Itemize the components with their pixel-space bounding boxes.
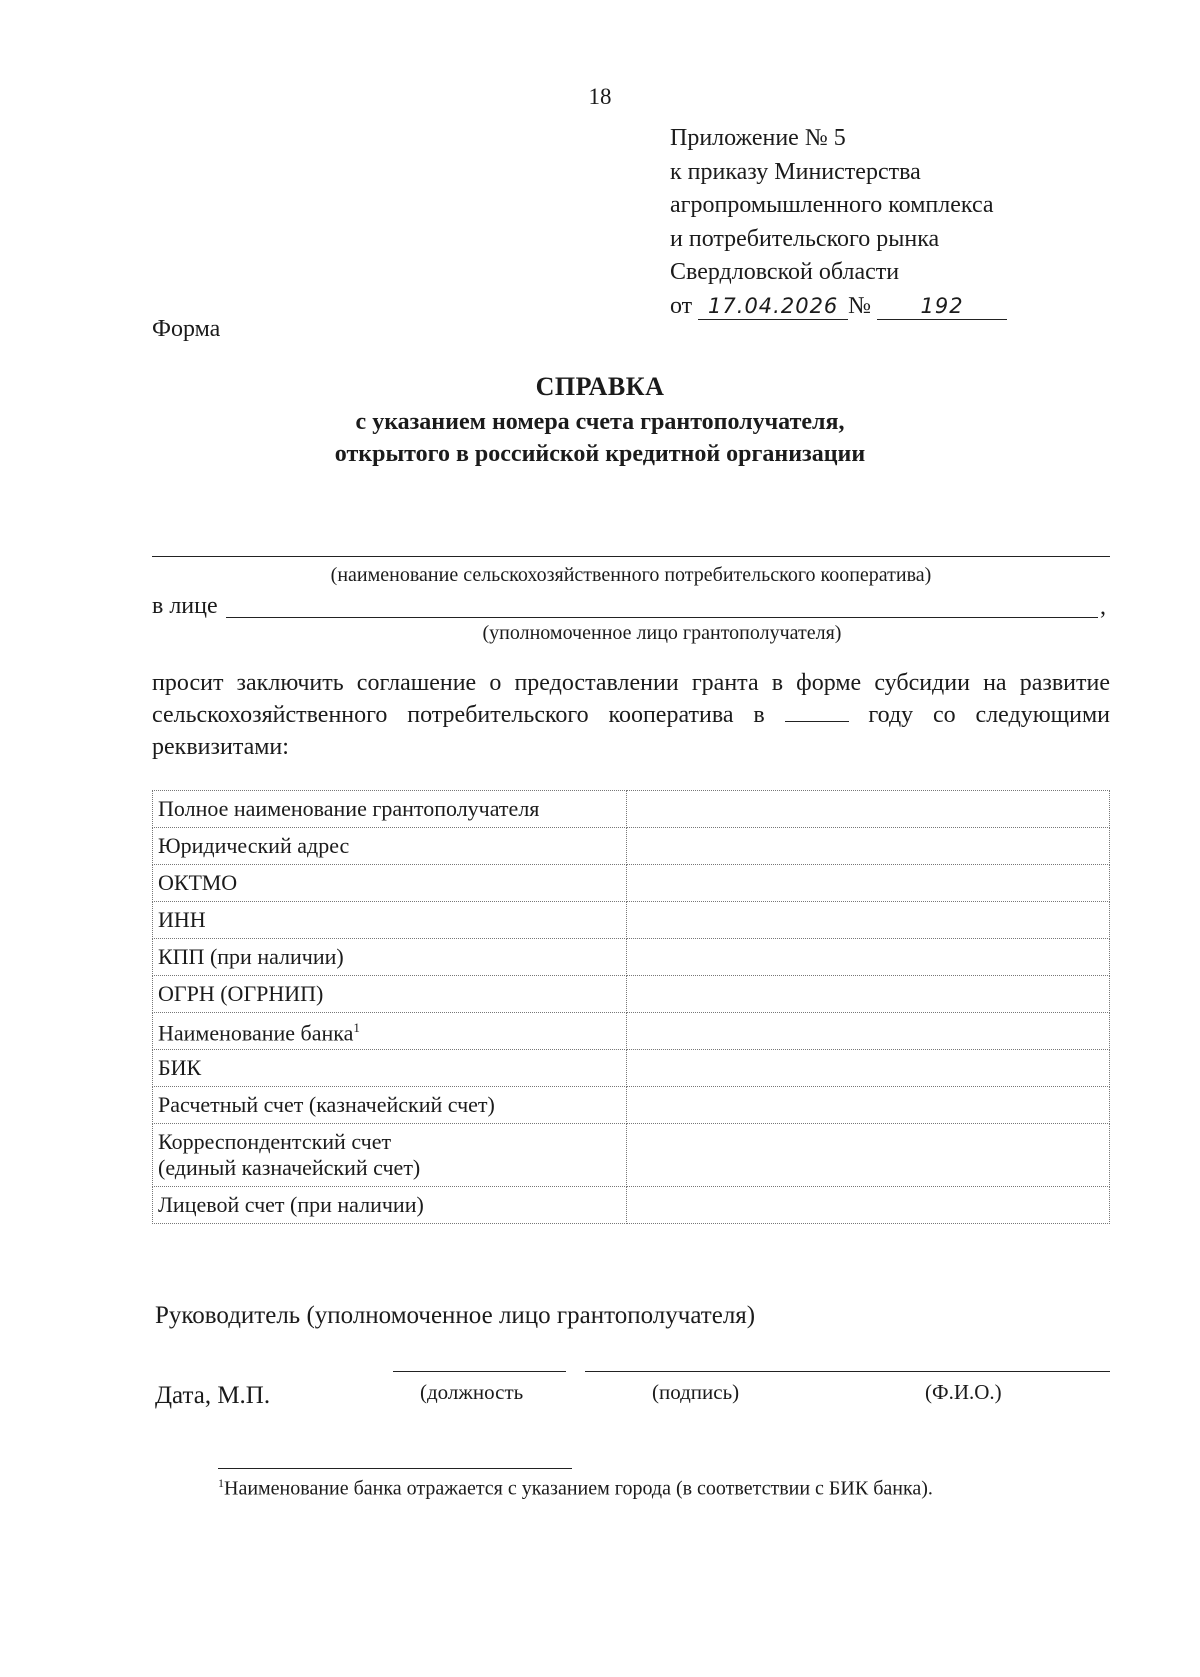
document-subtitle-1: с указанием номера счета грантополучателя, xyxy=(355,409,845,435)
row-value-cell xyxy=(627,1013,1110,1050)
footnote-separator xyxy=(218,1468,572,1469)
row-value-cell xyxy=(627,828,1110,865)
cooperative-name-caption: (наименование сельскохозяйственного потребительского кооператива) xyxy=(330,564,932,586)
handwritten-number: 192 xyxy=(877,293,1007,320)
number-prefix: № xyxy=(848,292,872,319)
date-prefix: от xyxy=(670,292,693,319)
table-row xyxy=(153,902,1110,939)
appendix-line-4: и потребительского рынка xyxy=(670,225,940,252)
paragraph-part-2: году со следующими реквизитами: xyxy=(152,702,1110,760)
row-value-cell xyxy=(627,939,1110,976)
year-blank xyxy=(785,703,849,722)
row-value-cell xyxy=(627,865,1110,902)
row-label: ОГРН (ОГРНИП) xyxy=(153,976,627,1013)
form-label: Форма xyxy=(152,316,221,342)
footnote-marker: 1 xyxy=(218,1476,224,1490)
name-caption: (Ф.И.О.) xyxy=(925,1380,1002,1404)
row-label-cell xyxy=(153,1013,627,1050)
cooperative-name-line xyxy=(152,556,1110,557)
table-row xyxy=(153,1187,1110,1224)
date-stamp-label: Дата, М.П. xyxy=(155,1382,271,1409)
appendix-line-5: Свердловской области xyxy=(670,259,900,285)
row-label: Наименование банка xyxy=(158,1020,354,1046)
authorized-person-caption: (уполномоченное лицо грантополучателя) xyxy=(482,622,842,644)
row-value-cell xyxy=(627,1124,1110,1187)
request-paragraph xyxy=(152,667,1110,763)
table-row xyxy=(153,865,1110,902)
row-label: Расчетный счет (казначейский счет) xyxy=(153,1087,627,1124)
handwritten-date: 17.04.2026 xyxy=(698,293,848,320)
footnote xyxy=(218,1476,933,1501)
row-value-cell xyxy=(627,1087,1110,1124)
position-line xyxy=(393,1371,566,1372)
appendix-date-line xyxy=(670,290,1070,324)
signature-name-line xyxy=(585,1371,1110,1372)
position-caption: (должность xyxy=(420,1380,524,1404)
table-row xyxy=(153,828,1110,865)
table-row xyxy=(153,1013,1110,1050)
signature-caption: (подпись) xyxy=(652,1380,740,1404)
appendix-line-2: к приказу Министерства xyxy=(670,158,921,185)
table-row xyxy=(153,1050,1110,1087)
appendix-line-3: агропромышленного комплекса xyxy=(670,192,994,218)
table-row xyxy=(153,976,1110,1013)
document-title: СПРАВКА xyxy=(535,372,665,401)
appendix-block xyxy=(670,122,1070,323)
row-value-cell xyxy=(627,1187,1110,1224)
row-value-cell xyxy=(627,902,1110,939)
document-subtitle-2: открытого в российской кредитной организации xyxy=(334,441,866,467)
row-label: Полное наименование грантополучателя xyxy=(153,791,627,828)
appendix-line-1: Приложение № 5 xyxy=(670,125,846,151)
table-row xyxy=(153,1124,1110,1187)
in-face-label: в лице xyxy=(152,593,218,619)
authorized-person-line xyxy=(226,617,1098,618)
row-label: Лицевой счет (при наличии) xyxy=(153,1187,627,1224)
row-label-2: (единый казначейский счет) xyxy=(158,1155,421,1180)
paragraph-part-1: просит заключить соглашение о предоставлении гранта в форме субсидии на развитие сельскохозяйственного потребительского кооператива в xyxy=(152,670,1110,728)
footnote-text: Наименование банка отражается с указанием города (в соответствии с БИК банка). xyxy=(224,1477,933,1500)
row-value-cell xyxy=(627,791,1110,828)
table-row xyxy=(153,1087,1110,1124)
page-number: 18 xyxy=(588,84,612,109)
table-row xyxy=(153,939,1110,976)
row-label: Корреспондентский счет xyxy=(158,1129,392,1154)
row-value-cell xyxy=(627,976,1110,1013)
row-label: ИНН xyxy=(153,902,627,939)
row-label-cell xyxy=(153,1124,627,1187)
row-label: ОКТМО xyxy=(153,865,627,902)
signature-heading: Руководитель (уполномоченное лицо грантополучателя) xyxy=(155,1302,756,1329)
row-value-cell xyxy=(627,1050,1110,1087)
footnote-marker: 1 xyxy=(353,1020,360,1036)
row-label: БИК xyxy=(153,1050,627,1087)
row-label: Юридический адрес xyxy=(153,828,627,865)
row-label: КПП (при наличии) xyxy=(153,939,627,976)
table-row xyxy=(153,791,1110,828)
in-face-comma: , xyxy=(1100,594,1106,620)
requisites-table xyxy=(152,790,1110,1224)
